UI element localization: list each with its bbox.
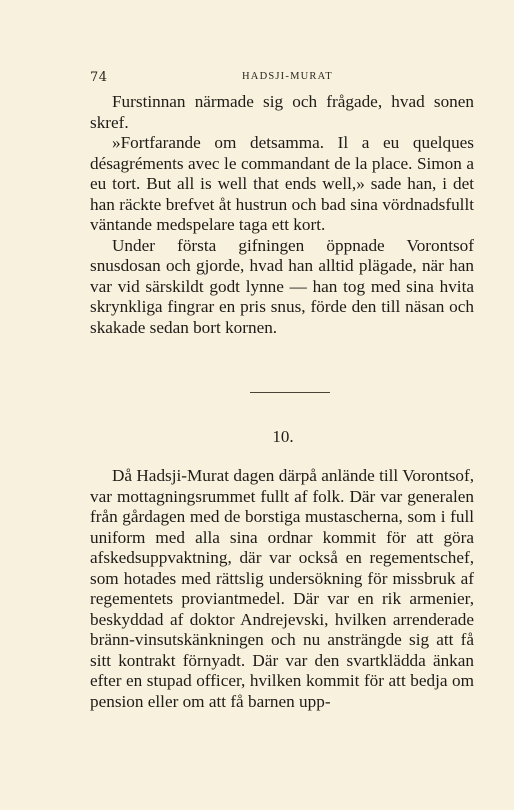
chapter-number: 10. bbox=[272, 427, 294, 446]
paragraph: Då Hadsji-Murat dagen därpå anlände till Vorontsof, var mottagningsrummet fullt af folk. Där var generalen från gårdagen med de borstiga mustascherna, som i full uniform med alla sina ordnar kommit för att göra afskedsuppvaktning, där var också en regementschef, som hotades med rättslig undersökning för missbruk af regementets proviantmedel. Där var en rik armenier, beskyddad af doktor Andrejevski, hvilken arrenderade bränn-vinsutskänkningen och nu ansträngde sig att få sitt kontrakt förnyadt. Där var den svartklädda änkan efter en stupad officer, hvilken kommit för att bedja om pension eller om att få barnen upp- bbox=[90, 466, 474, 711]
running-title: HADSJI-MURAT bbox=[242, 71, 333, 82]
paragraph: Furstinnan närmade sig och frågade, hvad sonen skref. bbox=[90, 92, 474, 132]
text-section-1 bbox=[90, 92, 474, 338]
paragraph: Under första gifningen öppnade Vorontsof snusdosan och gjorde, hvad han alltid plägade, när han var vid särskildt godt lynne — han tog med sina hvita skrynkliga fingrar en pris snus, förde den till näsan och skakade sedan bort kornen. bbox=[90, 235, 474, 337]
paragraph: »Fortfarande om detsamma. Il a eu quelques désagréments avec le commandant de la place. Simon a eu tort. But all is well that ends well,» sade han, i det han räckte brefvet åt hustrun och bad sina vördnadsfullt väntande medspelare taga ett kort. bbox=[90, 133, 474, 234]
text-section-2 bbox=[90, 466, 474, 712]
page-number: 74 bbox=[90, 70, 108, 85]
section-separator bbox=[250, 392, 330, 393]
